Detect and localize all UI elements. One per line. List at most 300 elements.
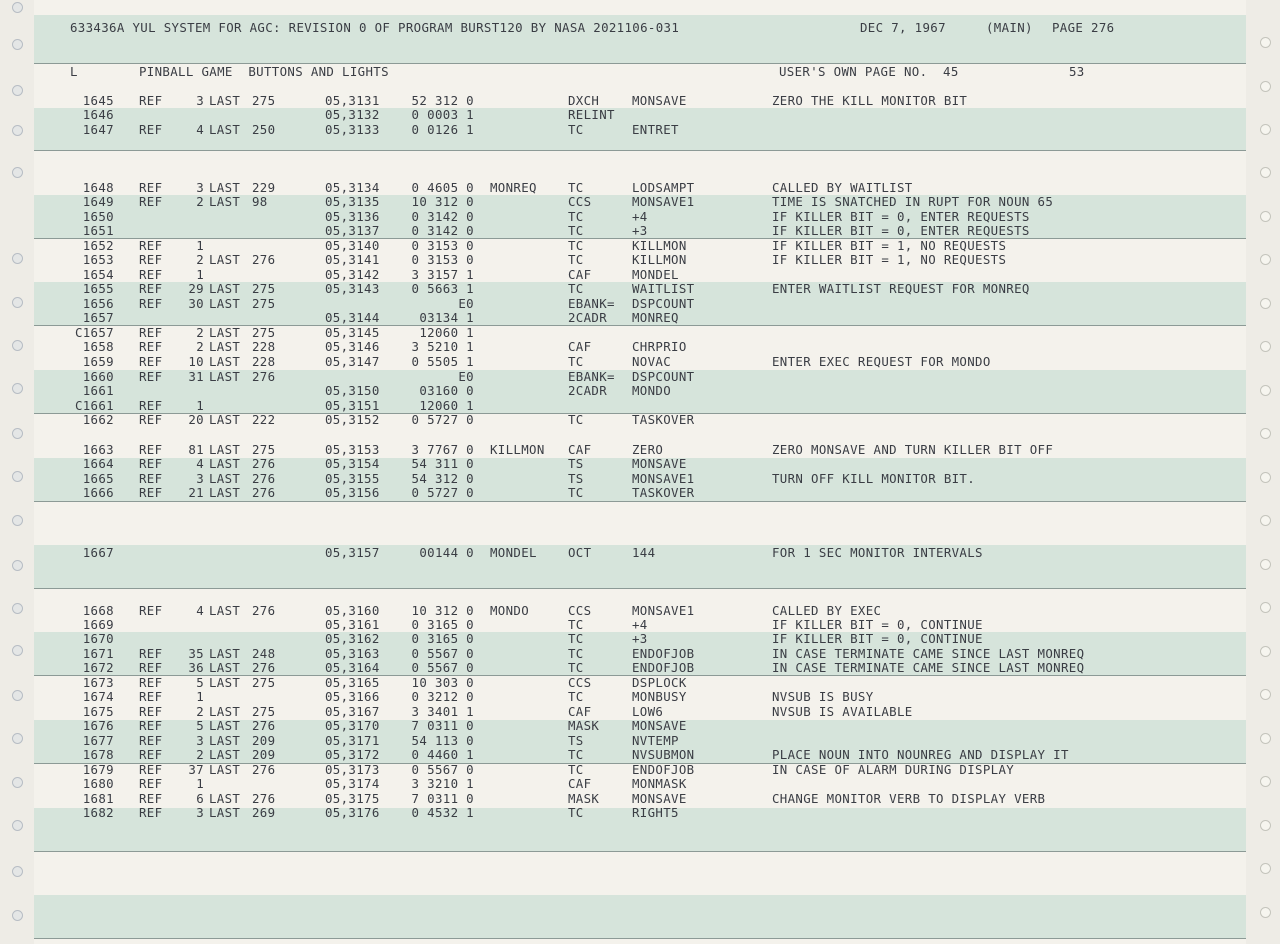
octal-word: 0 5727 0 <box>411 412 474 427</box>
address: 05,3153 <box>325 442 380 457</box>
address: 05,3160 <box>325 603 380 618</box>
last-page: 276 <box>252 252 276 267</box>
address: 05,3170 <box>325 718 380 733</box>
ref-marker: REF <box>139 747 163 762</box>
ref-count: 3 <box>196 93 204 108</box>
line-number: 1677 <box>82 733 114 748</box>
line-number: 1672 <box>82 660 114 675</box>
line-number: 1680 <box>82 776 114 791</box>
ref-count: 36 <box>188 660 204 675</box>
ref-marker: REF <box>139 339 163 354</box>
last-page: 276 <box>252 791 276 806</box>
octal-word: 12060 1 <box>419 398 474 413</box>
operand: CHRPRIO <box>632 339 687 354</box>
address: 05,3150 <box>325 383 380 398</box>
listing-row <box>0 210 1280 224</box>
operand: NVSUBMON <box>632 747 695 762</box>
ref-count: 3 <box>196 805 204 820</box>
last-marker: LAST <box>209 675 241 690</box>
octal-word: 3 7767 0 <box>411 442 474 457</box>
line-number: 1681 <box>82 791 114 806</box>
opcode: CAF <box>568 267 592 282</box>
octal-word: 0 3142 0 <box>411 209 474 224</box>
octal-word: E0 <box>458 296 474 311</box>
octal-word: 0 3165 0 <box>411 617 474 632</box>
comment: ZERO MONSAVE AND TURN KILLER BIT OFF <box>772 442 1054 457</box>
address: 05,3152 <box>325 412 380 427</box>
address: 05,3132 <box>325 107 380 122</box>
last-marker: LAST <box>209 412 241 427</box>
listing-date: DEC 7, 1967 <box>860 20 946 35</box>
ref-count: 1 <box>196 238 204 253</box>
comment: IF KILLER BIT = 1, NO REQUESTS <box>772 238 1007 253</box>
last-page: 275 <box>252 442 276 457</box>
ref-marker: REF <box>139 180 163 195</box>
operand: MONSAVE <box>632 456 687 471</box>
octal-word: 0 4460 1 <box>411 747 474 762</box>
ref-count: 3 <box>196 180 204 195</box>
line-number: 1674 <box>82 689 114 704</box>
listing-row <box>0 355 1280 369</box>
operand: ENDOFJOB <box>632 646 695 661</box>
listing-row <box>0 690 1280 704</box>
address: 05,3144 <box>325 310 380 325</box>
ref-count: 5 <box>196 718 204 733</box>
ref-count: 1 <box>196 689 204 704</box>
line-number: 1675 <box>82 704 114 719</box>
octal-word: 0 5663 1 <box>411 281 474 296</box>
octal-word: 0 3142 0 <box>411 223 474 238</box>
octal-word: 3 3210 1 <box>411 776 474 791</box>
line-number: 1669 <box>82 617 114 632</box>
address: 05,3131 <box>325 93 380 108</box>
program-title: PINBALL GAME BUTTONS AND LIGHTS <box>139 64 389 79</box>
ref-marker: REF <box>139 805 163 820</box>
comment: ENTER EXEC REQUEST FOR MONDO <box>772 354 991 369</box>
listing-row <box>0 413 1280 427</box>
listing-row <box>0 705 1280 719</box>
last-marker: LAST <box>209 603 241 618</box>
listing-row <box>0 370 1280 384</box>
comment: NVSUB IS AVAILABLE <box>772 704 913 719</box>
listing-row <box>0 632 1280 646</box>
last-marker: LAST <box>209 93 241 108</box>
operand: NVTEMP <box>632 733 679 748</box>
listing-row <box>0 806 1280 820</box>
opcode: TC <box>568 238 584 253</box>
opcode: TC <box>568 762 584 777</box>
opcode: TS <box>568 456 584 471</box>
line-number: 1676 <box>82 718 114 733</box>
listing-flag: L <box>70 64 78 79</box>
operand: TASKOVER <box>632 485 695 500</box>
ref-count: 2 <box>196 704 204 719</box>
listing-row <box>0 777 1280 791</box>
address: 05,3140 <box>325 238 380 253</box>
ref-count: 6 <box>196 791 204 806</box>
last-marker: LAST <box>209 762 241 777</box>
line-number: 1666 <box>82 485 114 500</box>
ref-marker: REF <box>139 296 163 311</box>
last-page: 276 <box>252 485 276 500</box>
comment: TURN OFF KILL MONITOR BIT. <box>772 471 976 486</box>
last-page: 275 <box>252 675 276 690</box>
listing-row <box>0 618 1280 632</box>
opcode: 2CADR <box>568 383 608 398</box>
last-page: 250 <box>252 122 276 137</box>
opcode: TC <box>568 223 584 238</box>
last-marker: LAST <box>209 646 241 661</box>
ref-marker: REF <box>139 456 163 471</box>
comment: IN CASE OF ALARM DURING DISPLAY <box>772 762 1015 777</box>
operand: LODSAMPT <box>632 180 695 195</box>
last-marker: LAST <box>209 805 241 820</box>
ref-marker: REF <box>139 689 163 704</box>
line-number: 1651 <box>82 223 114 238</box>
last-marker: LAST <box>209 325 241 340</box>
last-page: 276 <box>252 369 276 384</box>
octal-word: 54 312 0 <box>411 471 474 486</box>
opcode: TC <box>568 747 584 762</box>
ref-count: 3 <box>196 733 204 748</box>
listing-row <box>0 472 1280 486</box>
listing-row <box>0 763 1280 777</box>
ref-count: 29 <box>188 281 204 296</box>
last-page: 275 <box>252 704 276 719</box>
ref-marker: REF <box>139 660 163 675</box>
operand: DSPCOUNT <box>632 296 695 311</box>
operand: ZERO <box>632 442 664 457</box>
listing-row <box>0 239 1280 253</box>
ref-count: 4 <box>196 456 204 471</box>
opcode: 2CADR <box>568 310 608 325</box>
last-page: 276 <box>252 456 276 471</box>
operand: DSPLOCK <box>632 675 687 690</box>
user-page-number: USER'S OWN PAGE NO. 45 <box>779 64 959 79</box>
last-page: 209 <box>252 747 276 762</box>
comment: FOR 1 SEC MONITOR INTERVALS <box>772 545 983 560</box>
ref-marker: REF <box>139 442 163 457</box>
ref-marker: REF <box>139 267 163 282</box>
ref-marker: REF <box>139 194 163 209</box>
ref-count: 21 <box>188 485 204 500</box>
opcode: OCT <box>568 545 592 560</box>
octal-word: 0 5567 0 <box>411 646 474 661</box>
ref-marker: REF <box>139 704 163 719</box>
address: 05,3154 <box>325 456 380 471</box>
ref-count: 20 <box>188 412 204 427</box>
address: 05,3176 <box>325 805 380 820</box>
opcode: TC <box>568 412 584 427</box>
octal-word: 52 312 0 <box>411 93 474 108</box>
last-marker: LAST <box>209 718 241 733</box>
line-number: 1646 <box>82 107 114 122</box>
last-page: 276 <box>252 471 276 486</box>
listing-row <box>0 676 1280 690</box>
comment: TIME IS SNATCHED IN RUPT FOR NOUN 65 <box>772 194 1054 209</box>
line-number: 1650 <box>82 209 114 224</box>
opcode: TC <box>568 354 584 369</box>
address: 05,3166 <box>325 689 380 704</box>
line-number: 1682 <box>82 805 114 820</box>
line-number: 1667 <box>82 545 114 560</box>
ref-marker: REF <box>139 718 163 733</box>
opcode: RELINT <box>568 107 615 122</box>
ref-count: 4 <box>196 603 204 618</box>
line-number: 1673 <box>82 675 114 690</box>
line-number: 1671 <box>82 646 114 661</box>
address: 05,3146 <box>325 339 380 354</box>
listing-row <box>0 282 1280 296</box>
octal-word: 7 0311 0 <box>411 791 474 806</box>
octal-word: 0 5505 1 <box>411 354 474 369</box>
ref-marker: REF <box>139 485 163 500</box>
ref-marker: REF <box>139 122 163 137</box>
last-page: 276 <box>252 762 276 777</box>
octal-word: E0 <box>458 369 474 384</box>
ref-marker: REF <box>139 603 163 618</box>
listing-section: (MAIN) <box>986 20 1033 35</box>
ref-marker: REF <box>139 733 163 748</box>
line-number: 1645 <box>82 93 114 108</box>
opcode: TC <box>568 252 584 267</box>
opcode: CCS <box>568 194 592 209</box>
listing-row <box>0 719 1280 733</box>
address: 05,3156 <box>325 485 380 500</box>
ref-count: 2 <box>196 747 204 762</box>
ref-count: 37 <box>188 762 204 777</box>
octal-word: 54 311 0 <box>411 456 474 471</box>
opcode: TC <box>568 631 584 646</box>
octal-word: 7 0311 0 <box>411 718 474 733</box>
listing-row <box>0 108 1280 122</box>
symbol-label: MONREQ <box>490 180 537 195</box>
operand: MONDEL <box>632 267 679 282</box>
comment: NVSUB IS BUSY <box>772 689 874 704</box>
comment: CHANGE MONITOR VERB TO DISPLAY VERB <box>772 791 1046 806</box>
ref-marker: REF <box>139 252 163 267</box>
octal-word: 00144 0 <box>419 545 474 560</box>
operand: +3 <box>632 223 648 238</box>
last-marker: LAST <box>209 369 241 384</box>
comment: ENTER WAITLIST REQUEST FOR MONREQ <box>772 281 1030 296</box>
opcode: CCS <box>568 603 592 618</box>
operand: MONSAVE1 <box>632 603 695 618</box>
comment: CALLED BY WAITLIST <box>772 180 913 195</box>
comment: IF KILLER BIT = 0, ENTER REQUESTS <box>772 223 1030 238</box>
address: 05,3136 <box>325 209 380 224</box>
opcode: CAF <box>568 339 592 354</box>
opcode: MASK <box>568 791 600 806</box>
address: 05,3135 <box>325 194 380 209</box>
listing-row <box>0 224 1280 238</box>
last-marker: LAST <box>209 660 241 675</box>
opcode: TC <box>568 805 584 820</box>
line-number: 1662 <box>82 412 114 427</box>
opcode: TC <box>568 485 584 500</box>
address: 05,3137 <box>325 223 380 238</box>
operand: WAITLIST <box>632 281 695 296</box>
operand: RIGHT5 <box>632 805 679 820</box>
ref-count: 2 <box>196 194 204 209</box>
ref-marker: REF <box>139 675 163 690</box>
line-number: 1649 <box>82 194 114 209</box>
octal-word: 0 4605 0 <box>411 180 474 195</box>
octal-word: 0 3153 0 <box>411 252 474 267</box>
comment: IF KILLER BIT = 1, NO REQUESTS <box>772 252 1007 267</box>
line-number: 1647 <box>82 122 114 137</box>
last-marker: LAST <box>209 791 241 806</box>
opcode: TC <box>568 689 584 704</box>
opcode: TC <box>568 660 584 675</box>
address: 05,3141 <box>325 252 380 267</box>
listing-row <box>0 647 1280 661</box>
line-number: 1658 <box>82 339 114 354</box>
ref-marker: REF <box>139 281 163 296</box>
listing-row <box>0 384 1280 398</box>
line-number: 1664 <box>82 456 114 471</box>
opcode: DXCH <box>568 93 600 108</box>
last-marker: LAST <box>209 354 241 369</box>
operand: MONSAVE <box>632 93 687 108</box>
listing-title: 633436A YUL SYSTEM FOR AGC: REVISION 0 OF PROGRAM BURST120 BY NASA 2021106-031 <box>70 20 680 35</box>
line-number: 1668 <box>82 603 114 618</box>
last-marker: LAST <box>209 442 241 457</box>
ref-marker: REF <box>139 398 163 413</box>
symbol-label: KILLMON <box>490 442 545 457</box>
last-page: 276 <box>252 603 276 618</box>
operand: MONDO <box>632 383 672 398</box>
opcode: TC <box>568 617 584 632</box>
comment: IF KILLER BIT = 0, CONTINUE <box>772 631 983 646</box>
listing-row <box>0 326 1280 340</box>
page-code: 53 <box>1069 64 1085 79</box>
page-number: PAGE 276 <box>1052 20 1115 35</box>
last-marker: LAST <box>209 456 241 471</box>
last-page: 98 <box>252 194 268 209</box>
ref-marker: REF <box>139 646 163 661</box>
comment: PLACE NOUN INTO NOUNREG AND DISPLAY IT <box>772 747 1069 762</box>
last-page: 228 <box>252 354 276 369</box>
ref-count: 10 <box>188 354 204 369</box>
listing-row <box>0 546 1280 560</box>
ref-count: 2 <box>196 252 204 267</box>
operand: MONSAVE1 <box>632 471 695 486</box>
address: 05,3167 <box>325 704 380 719</box>
ref-marker: REF <box>139 412 163 427</box>
octal-word: 10 312 0 <box>411 603 474 618</box>
listing-row <box>0 123 1280 137</box>
listing-row <box>0 94 1280 108</box>
ref-marker: REF <box>139 791 163 806</box>
octal-word: 0 3165 0 <box>411 631 474 646</box>
address: 05,3173 <box>325 762 380 777</box>
address: 05,3143 <box>325 281 380 296</box>
last-marker: LAST <box>209 194 241 209</box>
line-number: 1665 <box>82 471 114 486</box>
ref-count: 4 <box>196 122 204 137</box>
listing-row <box>0 734 1280 748</box>
ref-count: 1 <box>196 267 204 282</box>
last-page: 275 <box>252 93 276 108</box>
address: 05,3142 <box>325 267 380 282</box>
operand: ENDOFJOB <box>632 762 695 777</box>
operand: MONREQ <box>632 310 679 325</box>
listing-row <box>0 443 1280 457</box>
address: 05,3157 <box>325 545 380 560</box>
opcode: TS <box>568 471 584 486</box>
octal-word: 0 0003 1 <box>411 107 474 122</box>
address: 05,3175 <box>325 791 380 806</box>
ref-marker: REF <box>139 471 163 486</box>
listing-row <box>0 604 1280 618</box>
listing-row <box>0 748 1280 762</box>
ref-marker: REF <box>139 762 163 777</box>
address: 05,3145 <box>325 325 380 340</box>
line-number: 1656 <box>82 296 114 311</box>
octal-word: 0 0126 1 <box>411 122 474 137</box>
octal-word: 3 3401 1 <box>411 704 474 719</box>
opcode: EBANK= <box>568 296 615 311</box>
listing-row <box>0 399 1280 413</box>
last-marker: LAST <box>209 485 241 500</box>
last-page: 276 <box>252 660 276 675</box>
last-page: 269 <box>252 805 276 820</box>
listing-row <box>0 195 1280 209</box>
line-number: 1653 <box>82 252 114 267</box>
line-number: 1657 <box>82 310 114 325</box>
comment: IF KILLER BIT = 0, ENTER REQUESTS <box>772 209 1030 224</box>
listing-row <box>0 253 1280 267</box>
last-marker: LAST <box>209 733 241 748</box>
line-number: 1652 <box>82 238 114 253</box>
address: 05,3133 <box>325 122 380 137</box>
octal-word: 0 5567 0 <box>411 660 474 675</box>
address: 05,3147 <box>325 354 380 369</box>
ref-marker: REF <box>139 354 163 369</box>
ref-count: 35 <box>188 646 204 661</box>
last-marker: LAST <box>209 704 241 719</box>
address: 05,3165 <box>325 675 380 690</box>
octal-word: 0 4532 1 <box>411 805 474 820</box>
octal-word: 03134 1 <box>419 310 474 325</box>
address: 05,3162 <box>325 631 380 646</box>
opcode: TC <box>568 281 584 296</box>
operand: TASKOVER <box>632 412 695 427</box>
line-number: 1678 <box>82 747 114 762</box>
octal-word: 12060 1 <box>419 325 474 340</box>
last-page: 276 <box>252 718 276 733</box>
ref-count: 30 <box>188 296 204 311</box>
listing-row <box>0 181 1280 195</box>
comment: CALLED BY EXEC <box>772 603 882 618</box>
address: 05,3151 <box>325 398 380 413</box>
last-page: 209 <box>252 733 276 748</box>
operand: MONSAVE1 <box>632 194 695 209</box>
ref-count: 1 <box>196 776 204 791</box>
last-page: 222 <box>252 412 276 427</box>
operand: 144 <box>632 545 656 560</box>
last-page: 229 <box>252 180 276 195</box>
operand: MONSAVE <box>632 791 687 806</box>
last-marker: LAST <box>209 252 241 267</box>
last-page: 275 <box>252 325 276 340</box>
ref-count: 2 <box>196 339 204 354</box>
address: 05,3174 <box>325 776 380 791</box>
operand: LOW6 <box>632 704 664 719</box>
line-number: 1661 <box>82 383 114 398</box>
last-marker: LAST <box>209 471 241 486</box>
